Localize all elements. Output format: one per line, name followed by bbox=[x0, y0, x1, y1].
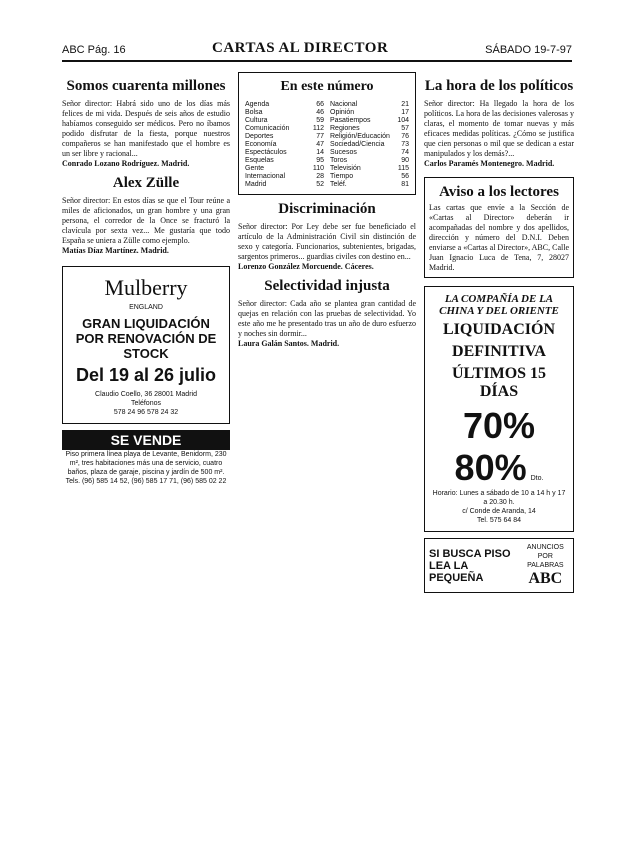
index-item-label: Cultura bbox=[245, 117, 268, 124]
index-title: En este número bbox=[280, 79, 374, 94]
china-address: c/ Conde de Aranda, 14 bbox=[462, 508, 536, 515]
index-item bbox=[245, 149, 324, 156]
index-item-page: 77 bbox=[316, 133, 324, 140]
index-grid bbox=[239, 101, 415, 194]
index-item bbox=[330, 133, 409, 140]
article-signature: Matías Díaz Martínez. Madrid. bbox=[62, 246, 169, 255]
index-item-label: Madrid bbox=[245, 181, 267, 188]
china-company: LA COMPAÑÍA DE LA CHINA Y DEL ORIENTE bbox=[439, 293, 559, 317]
sale-headline: GRAN LIQUIDACIÓN POR RENOVACIÓN DE STOCK bbox=[75, 316, 217, 361]
right-column bbox=[424, 72, 574, 593]
piso-tag: ANUNCIOS POR PALABRAS bbox=[526, 544, 564, 569]
index-item-label: Espectáculos bbox=[245, 149, 287, 156]
index-item-page: 17 bbox=[401, 109, 409, 116]
article-body: Señor director: Habrá sido uno de los días más felices de mi vida. Después de seis años de estudio habíamos conseguido ser médicos. Pero no íbamos podido disfrutar de la fiesta, porque nuestros compañeros se han manifestado que el hombre es un ser libre y racional... bbox=[62, 99, 230, 158]
page-header bbox=[62, 40, 572, 62]
index-item-label: Toros bbox=[330, 157, 348, 164]
index-item-page: 21 bbox=[401, 101, 409, 108]
index-item-label: Opinión bbox=[330, 109, 355, 116]
index-item-label: Bolsa bbox=[245, 109, 263, 116]
china-hours: Horario: Lunes a sábado de 10 a 14 h y 17 a 20.30 h. bbox=[432, 490, 566, 506]
article-title: Alex Zülle bbox=[112, 175, 180, 191]
index-item-page: 47 bbox=[316, 141, 324, 148]
index-box bbox=[238, 72, 416, 195]
index-item bbox=[330, 125, 409, 132]
index-item-label: Regiones bbox=[330, 125, 360, 132]
index-item bbox=[330, 109, 409, 116]
left-column bbox=[62, 72, 230, 486]
page-date: SÁBADO 19-7-97 bbox=[485, 44, 572, 56]
article-body: Señor director: En estos días se que el Tour reúne a miles de aficionados, un gran hombre y una gran persona, el corredor de la Once se fracturó la clavícula por sexta vez... Me gustaría que todo España se uniera a Zülle como ejemplo. bbox=[62, 196, 230, 245]
index-item-page: 57 bbox=[401, 125, 409, 132]
piso-text: SI BUSCA PISO LEA LA PEQUEÑA bbox=[429, 547, 511, 584]
index-item-page: 104 bbox=[397, 117, 409, 124]
abc-logo: ABC bbox=[528, 570, 563, 587]
index-item-page: 76 bbox=[401, 133, 409, 140]
index-item-label: Deportes bbox=[245, 133, 274, 140]
index-item bbox=[245, 133, 324, 140]
mulberry-logo: Mulberry bbox=[104, 275, 188, 300]
article-title: Selectividad injusta bbox=[264, 278, 390, 294]
index-item-page: 112 bbox=[312, 125, 324, 132]
store-phone: 578 24 96 578 24 32 bbox=[113, 409, 179, 416]
se-vende-phone: Tels. (96) 585 14 52, (96) 585 17 71, (96) 585 02 22 bbox=[65, 478, 227, 485]
index-item bbox=[245, 109, 324, 116]
index-item bbox=[330, 141, 409, 148]
index-item-label: Religión/Educación bbox=[330, 133, 390, 140]
index-item-label: Sociedad/Ciencia bbox=[330, 141, 385, 148]
index-item-label: Economía bbox=[245, 141, 277, 148]
index-item-label: Tiempo bbox=[330, 173, 354, 180]
index-item bbox=[245, 157, 324, 164]
index-item-label: Pasatiempos bbox=[330, 117, 371, 124]
index-item-page: 81 bbox=[401, 181, 409, 188]
china-discount: 70% 80% bbox=[454, 405, 536, 488]
index-item bbox=[245, 125, 324, 132]
index-item-page: 46 bbox=[316, 109, 324, 116]
aviso-box bbox=[424, 177, 574, 278]
index-item-page: 73 bbox=[401, 141, 409, 148]
index-item bbox=[245, 101, 324, 108]
index-item bbox=[330, 149, 409, 156]
article-signature: Laura Galán Santos. Madrid. bbox=[238, 339, 340, 348]
sale-dates: Del 19 al 26 julio bbox=[75, 365, 217, 385]
store-address: Claudio Coello, 36 28001 Madrid bbox=[95, 391, 197, 398]
index-item-label: Televisión bbox=[330, 165, 361, 172]
index-item-label: Teléf. bbox=[330, 181, 347, 188]
index-item bbox=[245, 173, 324, 180]
article-signature: Carlos Paramés Montenegro. Madrid. bbox=[424, 159, 555, 168]
index-item bbox=[330, 101, 409, 108]
mulberry-ad bbox=[62, 266, 230, 424]
china-line1: LIQUIDACIÓN bbox=[442, 321, 555, 338]
index-item-page: 110 bbox=[312, 165, 324, 172]
index-item bbox=[330, 181, 409, 188]
china-ad bbox=[424, 286, 574, 532]
index-item-page: 14 bbox=[316, 149, 324, 156]
china-dto: Dto. bbox=[530, 475, 544, 482]
phone-label: Teléfonos bbox=[131, 400, 161, 407]
index-item bbox=[245, 181, 324, 188]
page-number: ABC Pág. 16 bbox=[62, 44, 126, 56]
piso-ad bbox=[424, 538, 574, 593]
index-item-label: Gente bbox=[245, 165, 265, 172]
index-item-label: Sucesos bbox=[330, 149, 357, 156]
index-item bbox=[330, 165, 409, 172]
aviso-title: Aviso a los lectores bbox=[439, 184, 559, 200]
index-item bbox=[245, 117, 324, 124]
index-item-page: 74 bbox=[401, 149, 409, 156]
article-body: Señor director: Ha llegado la hora de los políticos. La hora de las decisiones valerosas y claras, el momento de tomar nuevas y más eficaces medidas políticas. ¿Cómo se justifica que cien personas o mil que se dedican a estar manipulados y los demás?... bbox=[424, 99, 574, 158]
index-item-page: 56 bbox=[401, 173, 409, 180]
mulberry-sub: ENGLAND bbox=[129, 304, 163, 311]
index-item-label: Comunicación bbox=[245, 125, 290, 132]
article-body: Señor director: Cada año se plantea gran cantidad de quejas en relación con las pruebas de selectividad. Yo este año me he presentado tras un año de duro esfuerzo y noches sin dormir... bbox=[238, 299, 416, 338]
china-line2: DEFINITIVA bbox=[452, 343, 546, 360]
index-item-label: Internacional bbox=[245, 173, 286, 180]
china-tel: Tel. 575 64 84 bbox=[477, 517, 521, 524]
index-item-page: 52 bbox=[316, 181, 324, 188]
index-item-page: 90 bbox=[401, 157, 409, 164]
china-line3: ÚLTIMOS 15 DÍAS bbox=[451, 365, 547, 400]
aviso-body: Las cartas que envíe a la Sección de «Cartas al Director» deberán ir acompañadas del nombre y dos apellidos, dirección y número del D.N.I. Deben enviarse a «Cartas al Director», ABC, Calle Juan Ignacio Luca de Tena, 7, 28027 Madrid. bbox=[429, 203, 569, 272]
index-item bbox=[330, 173, 409, 180]
index-item bbox=[330, 157, 409, 164]
se-vende-banner: SE VENDE bbox=[62, 430, 230, 450]
article-body: Señor director: Por Ley debe ser fue beneficiado el artículo de la Administración Civil sin distinción de sexo y categoría. Funcionarios, subtenientes, brigadas, sargentos primeros... guardias civiles con destino en... bbox=[238, 222, 416, 261]
article-signature: Lorenzo González Morcuende. Cáceres. bbox=[238, 262, 374, 271]
index-item-page: 28 bbox=[316, 173, 324, 180]
index-item-label: Agenda bbox=[245, 101, 270, 108]
section-title: CARTAS AL DIRECTOR bbox=[212, 40, 389, 56]
article-title: Discriminación bbox=[278, 201, 376, 217]
index-item-label: Esquelas bbox=[245, 157, 274, 164]
index-item bbox=[245, 141, 324, 148]
index-item bbox=[245, 165, 324, 172]
index-item-label: Nacional bbox=[330, 101, 358, 108]
article-title: La hora de los políticos bbox=[424, 78, 574, 94]
index-item-page: 115 bbox=[397, 165, 409, 172]
index-item-page: 95 bbox=[316, 157, 324, 164]
index-item-page: 66 bbox=[316, 101, 324, 108]
se-vende-body: Piso primera línea playa de Levante, Benidorm, 230 m², tres habitaciones más una de servicio, cuatro baños, plaza de garaje, piscina y jardín de 500 m². bbox=[65, 451, 227, 476]
index-item bbox=[330, 117, 409, 124]
article-signature: Conrado Lozano Rodríguez. Madrid. bbox=[62, 159, 190, 168]
article-title: Somos cuarenta millones bbox=[66, 78, 226, 94]
index-item-page: 59 bbox=[316, 117, 324, 124]
middle-column bbox=[238, 72, 416, 349]
